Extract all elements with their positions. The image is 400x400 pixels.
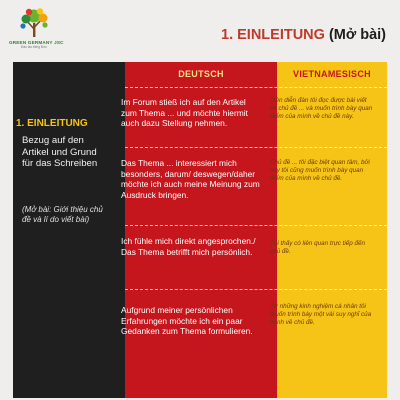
page-title	[221, 27, 386, 43]
section-note: (Mở bài: Giới thiệu chủ đề và lí do viết bài)	[22, 205, 103, 224]
section-description: Bezug auf den Artikel und Grund für das Schreiben	[22, 135, 98, 169]
logo-tagline: Đào tạo tiếng Đức	[21, 45, 47, 49]
row-divider	[125, 289, 387, 290]
tree-logo-icon	[17, 7, 51, 39]
vi-phrase: Từ những kinh nghiệm cá nhân tôi muốn trình bày một vài suy nghĩ của mình về chủ đề.	[270, 303, 372, 327]
company-logo	[9, 7, 64, 55]
row-divider	[125, 87, 387, 88]
section-heading: 1. EINLEITUNG	[16, 118, 88, 129]
page-title-main: 1. EINLEITUNG	[221, 27, 325, 43]
row-divider	[125, 225, 387, 226]
header-deutsch: DEUTSCH	[178, 69, 224, 79]
de-phrase: Das Thema ... interessiert mich besonders, darum/ deswegen/daher möchte ich auch meine Meinung zum Ausdruck bringen.	[121, 158, 260, 200]
vi-phrase: Trên diễn đàn tôi đọc được bài viết về chủ đề ... và muốn trình bày quan điểm của mình về chủ đề này.	[270, 97, 373, 121]
de-phrase: Ich fühle mich direkt angesprochen./ Das Thema betrifft mich persönlich.	[121, 236, 256, 257]
vi-phrase: Tôi thấy có liên quan trực tiếp đến chủ đề.	[270, 240, 366, 256]
row-divider	[125, 147, 387, 148]
header-vietnamesisch: VIETNAMESISCH	[293, 69, 371, 79]
de-phrase: Aufgrund meiner persönlichen Erfahrungen möchte ich ein paar Gedanken zum Thema formulieren.	[121, 305, 253, 337]
logo-company-name: GREEN GERMANY JSC	[9, 40, 64, 45]
page-title-sub: (Mở bài)	[328, 27, 386, 43]
black-column	[13, 62, 125, 398]
de-phrase: Im Forum stieß ich auf den Artikel zum Thema ... und möchte hiermit auch dazu Stellung nehmen.	[121, 97, 248, 129]
vi-phrase: Chủ đề ... tôi đặc biệt quan tâm, bởi vậy tôi cũng muốn trình bày quan điểm của mình về chủ đề.	[270, 159, 370, 183]
